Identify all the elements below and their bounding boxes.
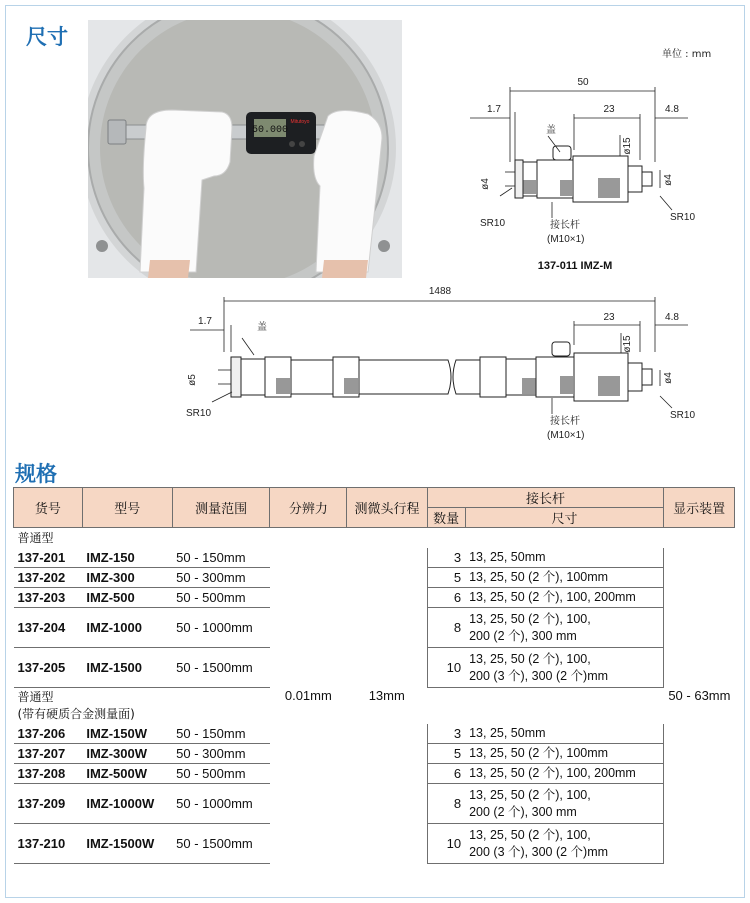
d2-dim-sr-left: SR10 bbox=[186, 408, 212, 419]
cell-model: IMZ-1500 bbox=[82, 648, 172, 688]
cell-model: IMZ-1000 bbox=[82, 608, 172, 648]
group-label-standard: 普通型 bbox=[17, 530, 54, 545]
cell-range: 50 - 500mm bbox=[172, 588, 270, 608]
cell-range: 50 - 1000mm bbox=[172, 784, 270, 824]
header-range: 测量范围 bbox=[172, 488, 270, 528]
cell-display: 50 - 63mm bbox=[668, 688, 731, 704]
cell-code: 137-204 bbox=[14, 608, 83, 648]
d1-dim-sr-right: SR10 bbox=[670, 212, 696, 223]
d2-dim-total: 1488 bbox=[428, 286, 452, 297]
cell-qty: 3 bbox=[427, 548, 465, 568]
header-model: 型号 bbox=[82, 488, 172, 528]
cell-resolution: 0.01mm bbox=[284, 688, 332, 704]
cell-code: 137-201 bbox=[14, 548, 83, 568]
d1-dim-cap: 1.7 bbox=[487, 104, 501, 115]
d1-dim-head-dia: ø15 bbox=[622, 137, 633, 155]
cell-model: IMZ-300W bbox=[82, 744, 172, 764]
d1-dim-end: 4.8 bbox=[665, 104, 679, 115]
cell-range: 50 - 1500mm bbox=[172, 824, 270, 864]
cell-code: 137-208 bbox=[14, 764, 83, 784]
cell-code: 137-206 bbox=[14, 724, 83, 744]
cell-code: 137-209 bbox=[14, 784, 83, 824]
cell-size: 13, 25, 50 (2 个), 100, 200 (2 个), 300 mm bbox=[465, 784, 664, 824]
cell-qty: 5 bbox=[427, 568, 465, 588]
cell-range: 50 - 1500mm bbox=[172, 648, 270, 688]
cell-qty: 8 bbox=[427, 608, 465, 648]
cell-range: 50 - 300mm bbox=[172, 744, 270, 764]
spec-table bbox=[13, 487, 735, 864]
d1-dim-right-dia: ø4 bbox=[663, 174, 674, 186]
group-label-carbide: 普通型 (带有硬质合金测量面) bbox=[17, 690, 135, 722]
header-display: 显示装置 bbox=[664, 488, 735, 528]
cell-range: 50 - 150mm bbox=[172, 724, 270, 744]
cell-range: 50 - 150mm bbox=[172, 548, 270, 568]
d2-label-rod: 接长杆 bbox=[550, 416, 580, 427]
d1-dim-sr-left: SR10 bbox=[480, 218, 506, 229]
drawing-full-set bbox=[170, 285, 710, 445]
d1-label-cap: 盖 bbox=[546, 125, 556, 136]
header-rod-size: 尺寸 bbox=[465, 508, 664, 528]
d2-dim-end: 4.8 bbox=[665, 312, 679, 323]
cell-model: IMZ-500W bbox=[82, 764, 172, 784]
cell-size: 13, 25, 50 (2 个), 100mm bbox=[465, 568, 664, 588]
drawing-imz-m bbox=[460, 60, 700, 275]
d1-label-rod: 接长杆 bbox=[550, 220, 580, 231]
header-rod: 接长杆 bbox=[427, 488, 664, 508]
cell-code: 137-207 bbox=[14, 744, 83, 764]
d2-label-cap: 盖 bbox=[257, 322, 267, 333]
cell-size: 13, 25, 50mm bbox=[465, 548, 664, 568]
cell-size: 13, 25, 50 (2 个), 100, 200mm bbox=[465, 764, 664, 784]
cell-code: 137-203 bbox=[14, 588, 83, 608]
cell-size: 13, 25, 50 (2 个), 100mm bbox=[465, 744, 664, 764]
cell-code: 137-202 bbox=[14, 568, 83, 588]
unit-label: 单位 : mm bbox=[662, 49, 712, 60]
product-photo bbox=[88, 20, 402, 278]
d1-dim-left-dia: ø4 bbox=[480, 178, 491, 190]
d2-dim-cap: 1.7 bbox=[198, 316, 212, 327]
cell-qty: 5 bbox=[427, 744, 465, 764]
d1-caption: 137-011 IMZ-M bbox=[537, 260, 613, 272]
cell-range: 50 - 500mm bbox=[172, 764, 270, 784]
display-brand: Mitutoyo bbox=[290, 119, 310, 125]
photo-illustration bbox=[88, 20, 402, 278]
header-travel: 测微头行程 bbox=[347, 488, 428, 528]
header-resolution: 分辨力 bbox=[270, 488, 347, 528]
cell-size: 13, 25, 50 (2 个), 100, 200 (3 个), 300 (2 个)mm bbox=[465, 648, 664, 688]
cell-qty: 6 bbox=[427, 764, 465, 784]
cell-model: IMZ-300 bbox=[82, 568, 172, 588]
cell-size: 13, 25, 50 (2 个), 100, 200 (3 个), 300 (2 个)mm bbox=[465, 824, 664, 864]
d2-dim-right-dia: ø4 bbox=[663, 372, 674, 384]
cell-code: 137-205 bbox=[14, 648, 83, 688]
cell-model: IMZ-150W bbox=[82, 724, 172, 744]
cell-qty: 6 bbox=[427, 588, 465, 608]
cell-range: 50 - 300mm bbox=[172, 568, 270, 588]
d1-dim-total: 50 bbox=[577, 77, 589, 88]
cell-qty: 10 bbox=[427, 824, 465, 864]
d1-dim-head: 23 bbox=[603, 104, 615, 115]
cell-model: IMZ-150 bbox=[82, 548, 172, 568]
cell-range: 50 - 1000mm bbox=[172, 608, 270, 648]
cell-model: IMZ-1000W bbox=[82, 784, 172, 824]
cell-size: 13, 25, 50 (2 个), 100, 200mm bbox=[465, 588, 664, 608]
cell-qty: 3 bbox=[427, 724, 465, 744]
section-title-dimensions: 尺寸 bbox=[26, 25, 68, 49]
cell-model: IMZ-1500W bbox=[82, 824, 172, 864]
d2-dim-left-dia: ø5 bbox=[187, 374, 198, 386]
section-title-specs: 规格 bbox=[15, 462, 57, 486]
display-reading: 50.000 bbox=[251, 125, 289, 136]
header-code: 货号 bbox=[14, 488, 83, 528]
d1-label-thread: (M10×1) bbox=[547, 234, 585, 245]
d2-dim-head: 23 bbox=[603, 312, 615, 323]
cell-code: 137-210 bbox=[14, 824, 83, 864]
cell-model: IMZ-500 bbox=[82, 588, 172, 608]
cell-travel: 13mm bbox=[368, 688, 405, 704]
d2-dim-head-dia: ø15 bbox=[622, 335, 633, 353]
cell-qty: 8 bbox=[427, 784, 465, 824]
cell-size: 13, 25, 50 (2 个), 100, 200 (2 个), 300 mm bbox=[465, 608, 664, 648]
cell-size: 13, 25, 50mm bbox=[465, 724, 664, 744]
cell-qty: 10 bbox=[427, 648, 465, 688]
header-rod-qty: 数量 bbox=[427, 508, 465, 528]
d2-label-thread: (M10×1) bbox=[547, 430, 585, 441]
d2-dim-sr-right: SR10 bbox=[670, 410, 696, 421]
